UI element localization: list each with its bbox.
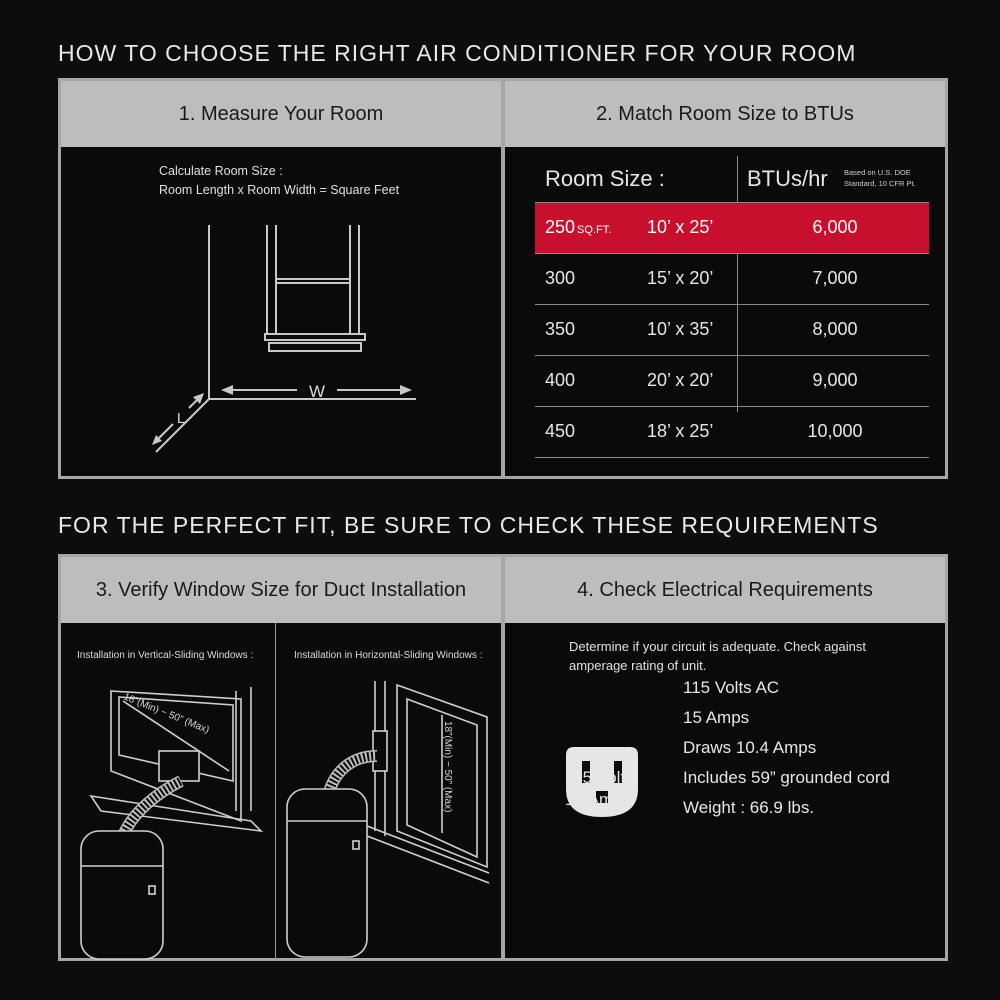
spec-item: 115 Volts AC — [683, 678, 780, 697]
spec-item: 15 Amps — [683, 708, 750, 727]
panel-header-electrical: 4. Check Electrical Requirements — [505, 557, 945, 623]
measure-room-panel — [58, 78, 504, 479]
vertical-range-label: 18”(Min) ~ 50” (Max) — [121, 691, 211, 737]
horizontal-window-illustration — [277, 661, 503, 961]
section-title-choose: HOW TO CHOOSE THE RIGHT AIR CONDITIONER FOR YOUR ROOM — [58, 40, 857, 66]
horizontal-range-label: 18”(Min) ~ 50” (Max) — [442, 721, 453, 813]
spec-item: Includes 59” grounded cord — [683, 768, 890, 787]
doe-note: Based on U.S. DOE Standard, 10 CFR Pt. — [844, 168, 916, 188]
table-row: 250 SQ.FT. 10’ x 25’ 6,000 — [535, 203, 929, 254]
panel-header-btu: 2. Match Room Size to BTUs — [505, 81, 945, 147]
electrical-panel — [502, 554, 948, 961]
col-btu: BTUs/hr — [747, 166, 828, 191]
width-label: W — [308, 382, 326, 401]
btu-table-header — [535, 156, 929, 203]
spec-item: Draws 10.4 Amps — [683, 738, 817, 757]
panel-header-measure: 1. Measure Your Room — [61, 81, 501, 147]
vertical-window-label: Installation in Vertical-Sliding Windows : — [77, 650, 254, 661]
btu-table — [535, 156, 929, 458]
electrical-specs — [683, 673, 890, 823]
circuit-description: Determine if your circuit is adequate. Check against amperage rating of unit. — [569, 639, 866, 673]
table-row: 450 18’ x 25’ 10,000 — [535, 407, 929, 458]
calc-instructions: Calculate Room Size : Room Length x Room Width = Square Feet — [159, 164, 400, 197]
spec-item: Weight : 66.9 lbs. — [683, 798, 815, 817]
vertical-window-illustration — [61, 661, 273, 961]
table-row: 400 20’ x 20’ 9,000 — [535, 356, 929, 407]
panel-header-window: 3. Verify Window Size for Duct Installation — [61, 557, 501, 623]
section-title-requirements: FOR THE PERFECT FIT, BE SURE TO CHECK THESE REQUIREMENTS — [58, 512, 879, 538]
table-row: 350 10’ x 35’ 8,000 — [535, 305, 929, 356]
btu-panel — [502, 78, 948, 479]
table-row: 300 15’ x 20’ 7,000 — [535, 254, 929, 305]
length-label: L — [176, 410, 186, 427]
horizontal-window-label: Installation in Horizontal-Sliding Windows : — [294, 650, 483, 661]
col-room-size: Room Size : — [545, 166, 665, 191]
panel-divider — [275, 623, 276, 961]
room-diagram — [61, 147, 501, 477]
outlet-caption: 115 Volt 15 Amp — [565, 768, 626, 809]
window-size-panel — [58, 554, 504, 961]
